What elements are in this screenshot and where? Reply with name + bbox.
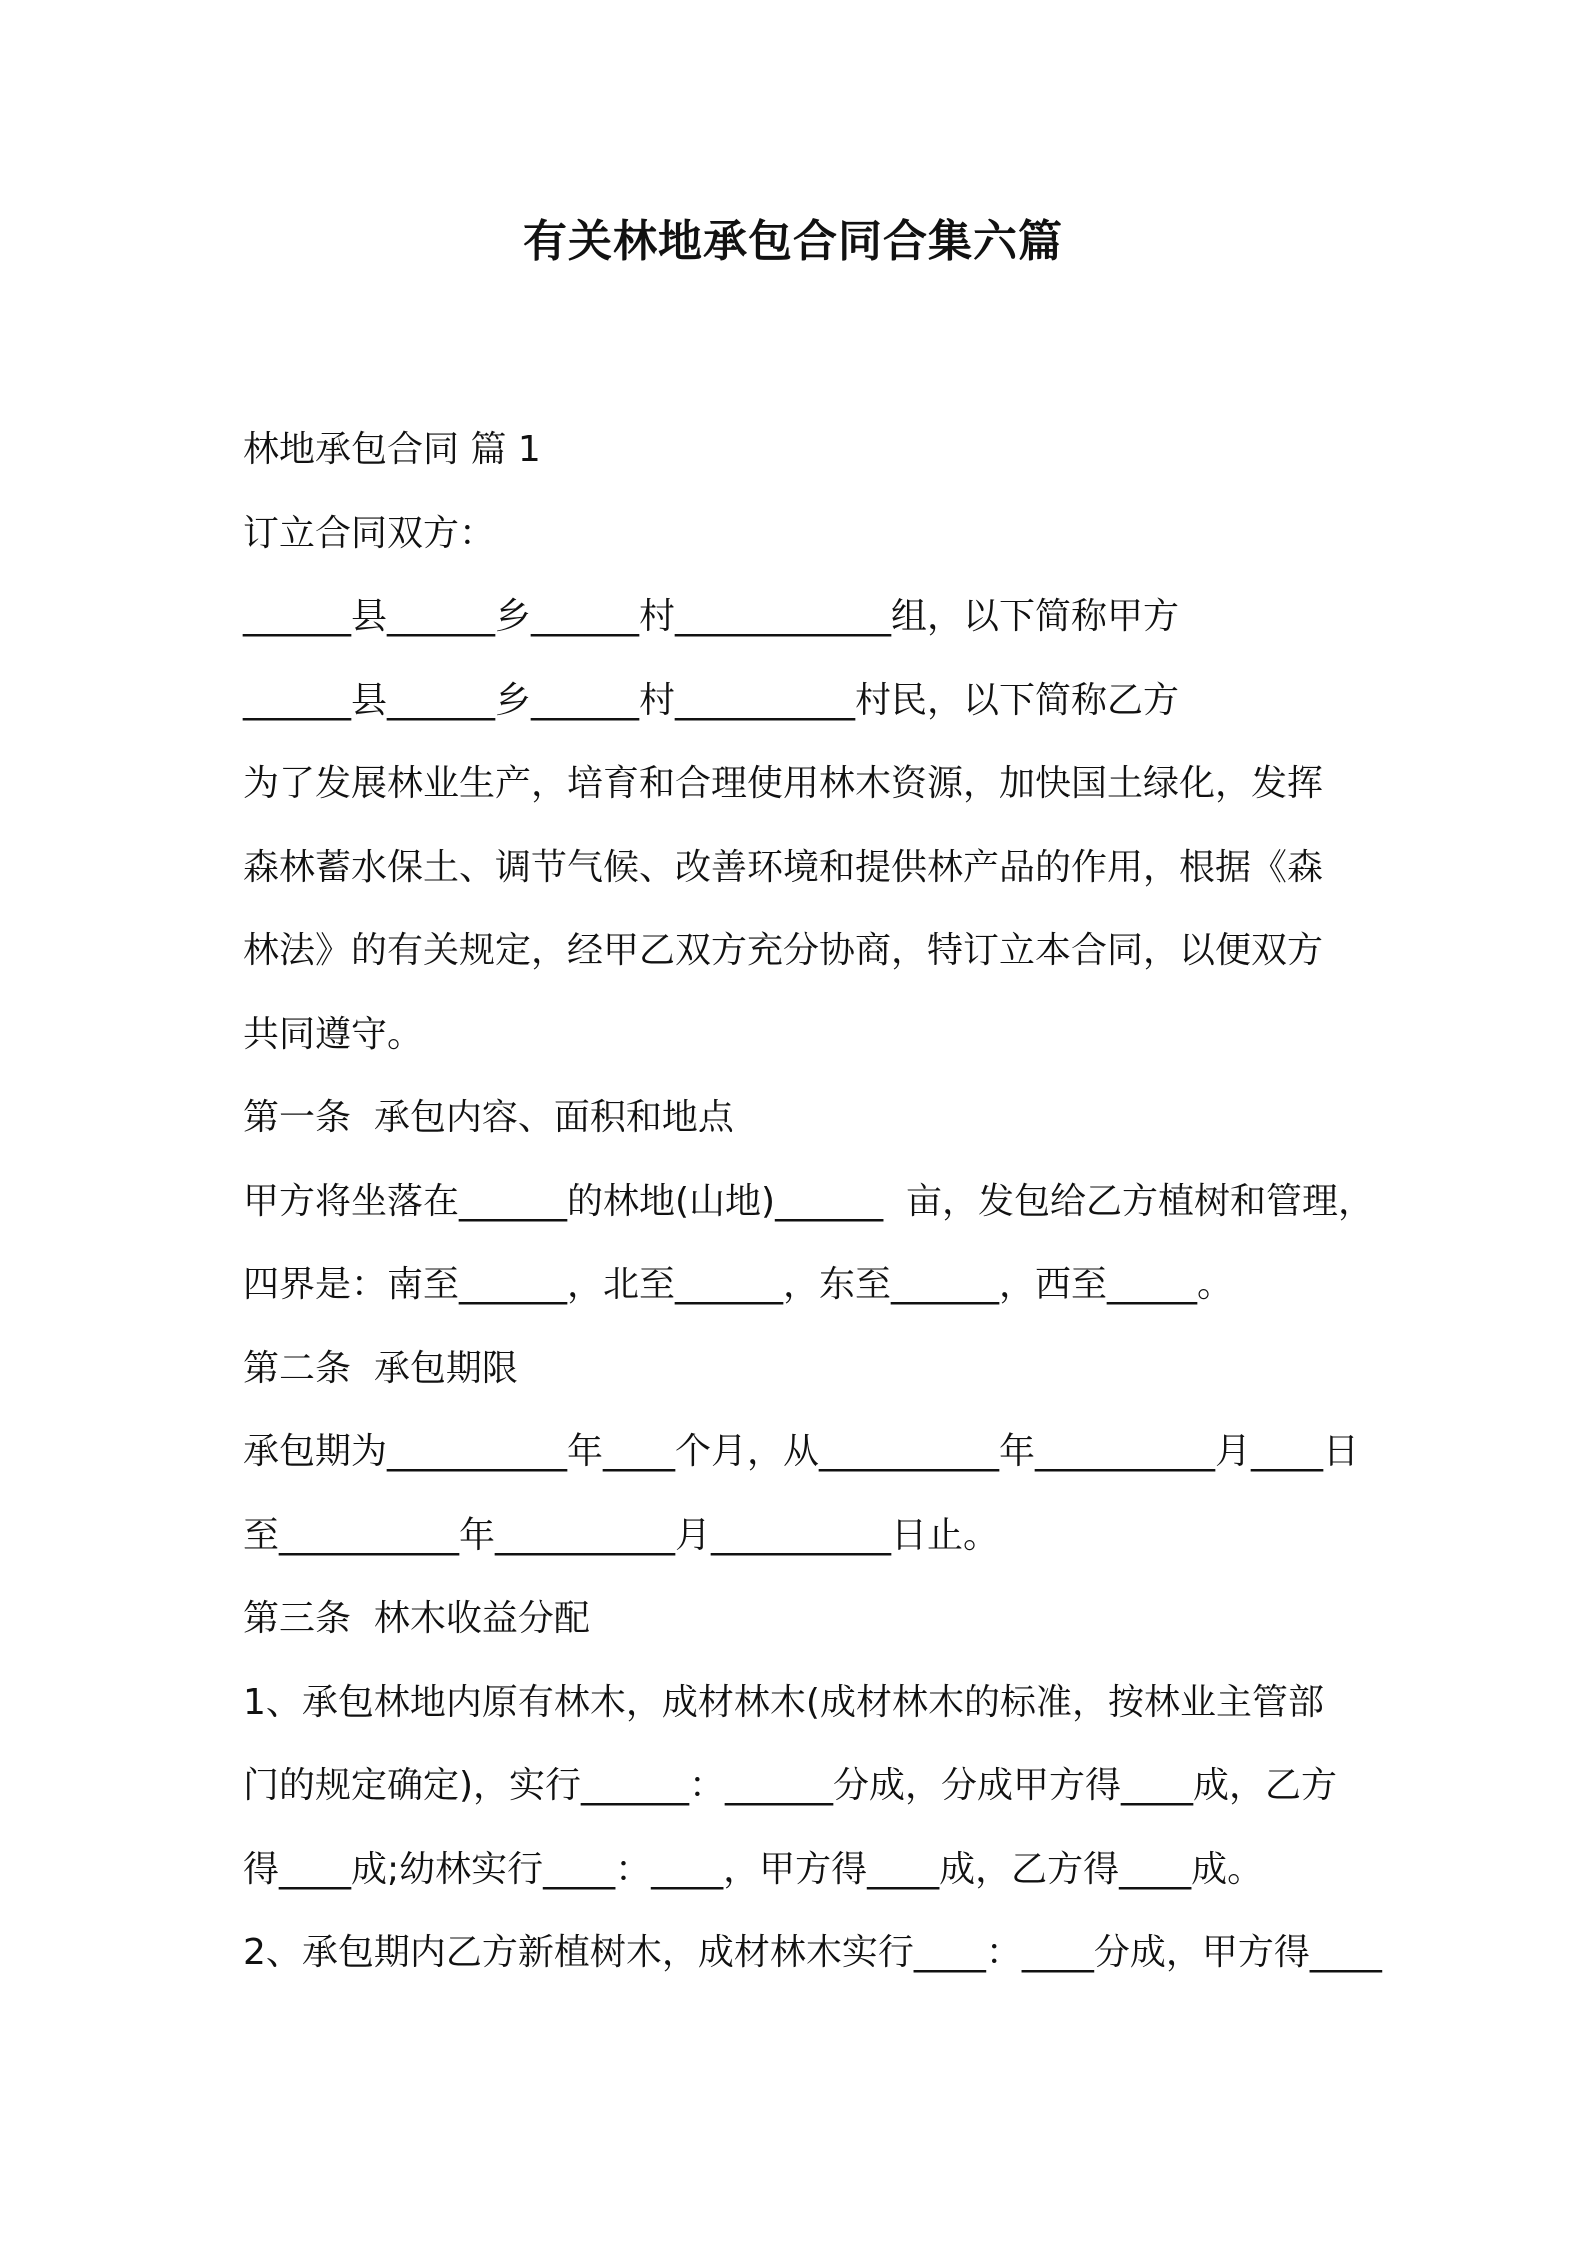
- article-1-heading: 第一条 承包内容、面积和地点: [243, 1097, 734, 1138]
- party-a-line: ______县______乡______村____________组，以下简称甲方: [243, 596, 1180, 637]
- article-2-line-1: 承包期为__________年____个月，从__________年__________月____日: [243, 1431, 1360, 1472]
- article-3-item-2-line-1: 2、承包期内乙方新植树木，成材林木实行____：____分成，甲方得____: [243, 1932, 1382, 1973]
- article-3-heading: 第三条 林木收益分配: [243, 1598, 590, 1639]
- article-2-heading: 第二条 承包期限: [243, 1347, 518, 1389]
- preamble-line-3: 林法》的有关规定，经甲乙双方充分协商，特订立本合同，以便双方: [243, 930, 1324, 971]
- article-3-item-1-line-3: 得____成;幼林实行____：____，甲方得____成，乙方得____成。: [243, 1848, 1264, 1890]
- preamble-line-2: 森林蓄水保土、调节气候、改善环境和提供林产品的作用，根据《森: [243, 846, 1324, 888]
- article-1-line-1: 甲方将坐落在______的林地(山地)______ 亩，发包给乙方植树和管理，: [243, 1180, 1374, 1222]
- article-3-item-1-line-2: 门的规定确定)，实行______：______分成，分成甲方得____成，乙方: [243, 1765, 1338, 1806]
- document-title: 有关林地承包合同合集六篇: [523, 216, 1063, 267]
- contract-parties-label: 订立合同双方：: [243, 512, 496, 554]
- preamble-line-4: 共同遵守。: [243, 1013, 424, 1055]
- document-body: [243, 408, 1383, 1995]
- article-3-item-1-line-1: 1、承包林地内原有林木，成材林木(成材林木的标准，按林业主管部: [243, 1681, 1324, 1723]
- party-b-line: ______县______乡______村__________村民，以下简称乙方: [243, 679, 1180, 721]
- preamble-line-1: 为了发展林业生产，培育和合理使用林木资源，加快国土绿化，发挥: [243, 763, 1324, 804]
- section-heading-1: 林地承包合同 篇 1: [243, 429, 541, 470]
- article-2-line-2: 至__________年__________月__________日止。: [243, 1514, 1000, 1556]
- article-1-line-2: 四界是：南至______，北至______，东至______，西至_____。: [243, 1264, 1234, 1305]
